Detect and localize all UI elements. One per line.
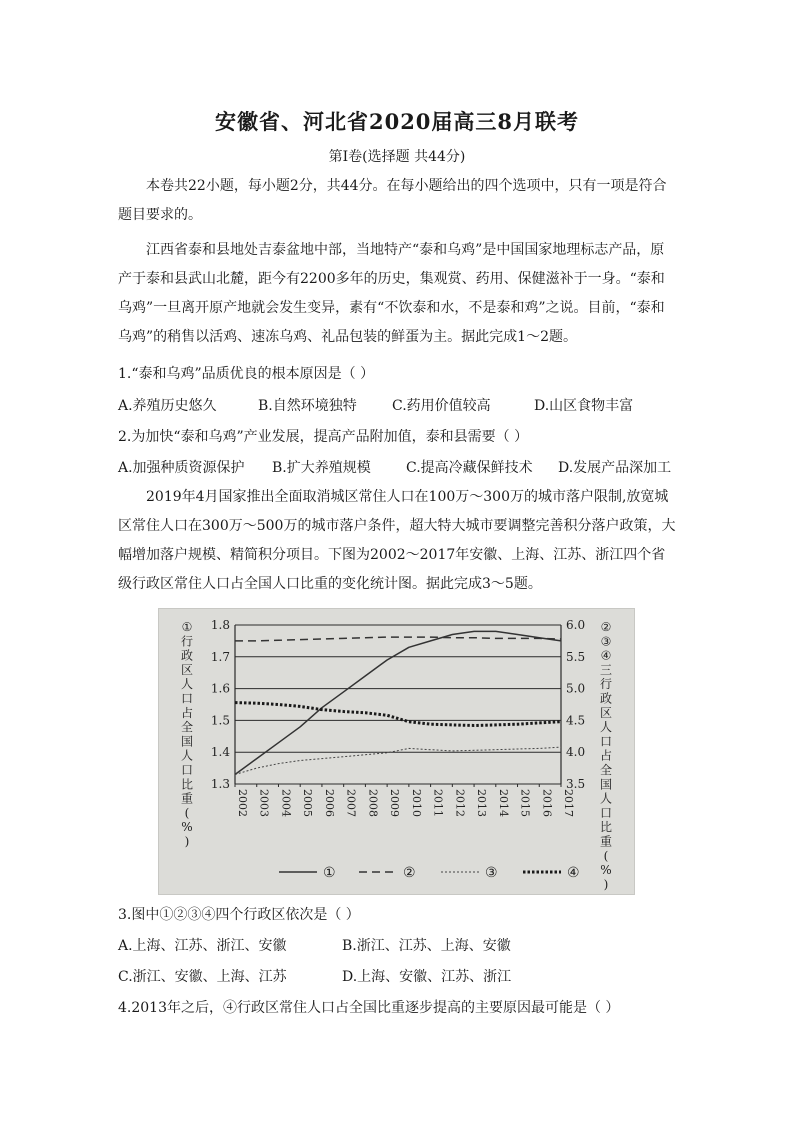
left-axis-title-char: ( (184, 805, 190, 820)
x-tick-label: 2004 (279, 789, 293, 817)
right-axis-title-char: 人 (599, 720, 613, 735)
legend-label-①: ① (323, 865, 336, 881)
left-tick-label: 1.7 (210, 649, 230, 664)
instructions (118, 172, 678, 230)
question-2-option-d[interactable]: D.发展产品深加工 (558, 460, 672, 476)
right-axis-title-char: ) (603, 877, 609, 892)
passage-taihe-chicken (118, 236, 678, 352)
right-axis-title-char: ③ (600, 634, 612, 649)
population-share-chart (158, 608, 635, 895)
series-line-④ (235, 703, 561, 726)
question-1-option-d[interactable]: D.山区食物丰富 (534, 398, 634, 414)
series-line-② (235, 637, 561, 641)
left-axis-title-char: 口 (180, 763, 194, 777)
right-axis-title-char: 占 (599, 748, 613, 763)
right-axis-title-char: 口 (599, 734, 613, 749)
passage-taihe-chicken-text: 江西省泰和县地处吉泰盆地中部，当地特产“泰和乌鸡”是中国国家地理标志产品，原产于泰和县武山北麓，距今有2200多年的历史，集观赏、药用、保健滋补于一身。“泰和乌鸡”一旦离开原产地就会发生变异，素有“不饮泰和水，不是泰和鸡”之说。目前，“泰和乌鸡”的稍售以活鸡、速冻乌鸡、礼品包装的鲜蛋为主。据此完成1～2题。 (118, 242, 665, 345)
left-axis-title-char: 政 (180, 648, 194, 663)
left-axis-title-char: 全 (180, 720, 194, 735)
left-axis-title-char: 口 (180, 691, 194, 706)
x-tick-label: 2015 (518, 789, 532, 817)
question-4-stem: 4.2013年之后，④行政区常住人口占全国比重逐步提高的主要原因最可能是（ ） (118, 1000, 620, 1016)
question-3-stem: 3.图中①②③④四个行政区依次是（ ） (118, 907, 360, 923)
left-axis-title-char: 占 (180, 705, 194, 720)
question-1-option-c[interactable]: C.药用价值较高 (392, 398, 491, 414)
x-tick-label: 2005 (301, 789, 315, 817)
legend-label-④: ④ (567, 865, 580, 881)
question-2-option-b[interactable]: B.扩大养殖规模 (272, 460, 371, 476)
right-axis-title-char: 国 (599, 777, 613, 792)
right-tick-label: 5.0 (566, 681, 586, 696)
left-tick-label: 1.3 (210, 777, 230, 791)
x-tick-label: 2008 (366, 789, 380, 817)
question-3-option-a[interactable]: A.上海、江苏、浙江、安徽 (118, 938, 287, 954)
line-chart-svg (159, 609, 634, 894)
question-1-stem: 1.“泰和乌鸡”品质优良的根本原因是（ ） (118, 366, 375, 382)
left-tick-label: 1.6 (210, 681, 230, 696)
x-tick-label: 2002 (236, 789, 249, 817)
question-1-option-a[interactable]: A.养殖历史悠久 (118, 398, 217, 414)
left-axis-title-char: % (181, 820, 193, 835)
instructions-text: 本卷共22小题，每小题2分，共44分。在每小题给出的四个选项中，只有一项是符合题目要求的。 (118, 178, 667, 223)
right-tick-label: 6.0 (566, 618, 586, 632)
right-axis-title-char: ② (600, 620, 612, 634)
x-tick-label: 2010 (409, 789, 423, 817)
right-axis-title-char: 行 (599, 677, 613, 692)
right-axis-title-char: ④ (600, 648, 612, 663)
legend-label-②: ② (403, 865, 416, 881)
question-3-option-d[interactable]: D.上海、安徽、江苏、浙江 (342, 969, 512, 985)
right-axis-title-char: 比 (599, 820, 613, 835)
right-tick-label: 4.0 (566, 745, 586, 760)
right-axis-title-char: % (600, 863, 612, 878)
right-axis-title-char: 重 (599, 834, 613, 849)
x-tick-label: 2011 (431, 789, 445, 817)
x-tick-label: 2006 (322, 789, 336, 817)
left-axis-title-char: ) (184, 834, 190, 849)
left-axis-title-char: 行 (180, 634, 194, 649)
question-2-stem: 2.为加快“泰和乌鸡”产业发展，提高产品附加值，泰和县需要（ ） (118, 429, 529, 445)
series-line-① (235, 631, 561, 774)
x-tick-label: 2013 (475, 789, 489, 817)
x-tick-label: 2007 (344, 789, 358, 817)
question-1-option-b[interactable]: B.自然环境独特 (258, 398, 357, 414)
left-axis-title-char: 区 (180, 662, 194, 677)
section-heading: 第Ⅰ卷(选择题 共44分) (328, 149, 466, 165)
left-axis-title-char: 重 (180, 791, 194, 806)
left-axis-title-char: ① (181, 620, 193, 634)
question-3-option-c[interactable]: C.浙江、安徽、上海、江苏 (118, 969, 287, 985)
series-line-③ (235, 747, 561, 774)
x-tick-label: 2017 (562, 789, 575, 817)
left-tick-label: 1.5 (210, 713, 230, 728)
question-3-option-b[interactable]: B.浙江、江苏、上海、安徽 (342, 938, 511, 954)
right-axis-title-char: 人 (599, 791, 613, 806)
right-axis-title-char: ( (603, 848, 609, 863)
left-axis-title-char: 比 (180, 777, 194, 792)
right-tick-label: 5.5 (566, 649, 586, 664)
right-axis-title-char: 区 (599, 705, 613, 720)
x-tick-label: 2003 (257, 789, 271, 817)
right-axis-title-char: 全 (599, 763, 613, 777)
right-axis-title-char: 政 (599, 691, 613, 706)
right-tick-label: 3.5 (566, 777, 586, 791)
left-axis-title-char: 国 (180, 734, 194, 749)
x-tick-label: 2014 (496, 789, 510, 817)
left-tick-label: 1.4 (210, 745, 230, 760)
left-axis-title-char: 人 (180, 677, 194, 692)
left-axis-title-char: 人 (180, 748, 194, 763)
left-tick-label: 1.8 (210, 618, 230, 632)
x-tick-label: 2009 (388, 789, 402, 817)
passage-population-text: 2019年4月国家推出全面取消城区常住人口在100万～300万的城市落户限制,放宽城区常住人口在300万～500万的城市落户条件，超大特大城市要调整完善积分落户政策，大幅增加落户规模、精简积分项目。下图为2002～2017年安徽、上海、江苏、浙江四个省级行政区常住人口占全国人口比重的变化统计图。据此完成3～5题。 (118, 489, 676, 592)
exam-title: 安徽省、河北省2020届高三8月联考 (214, 109, 580, 134)
right-axis-title-char: 口 (599, 805, 613, 820)
question-2-option-c[interactable]: C.提高冷藏保鲜技术 (406, 460, 533, 476)
legend-label-③: ③ (485, 865, 498, 881)
question-2-option-a[interactable]: A.加强种质资源保护 (118, 460, 245, 476)
x-tick-label: 2012 (453, 789, 467, 817)
right-axis-title-char: 三 (599, 662, 613, 677)
x-tick-label: 2016 (540, 789, 554, 817)
right-tick-label: 4.5 (566, 713, 586, 728)
passage-population (118, 483, 678, 599)
